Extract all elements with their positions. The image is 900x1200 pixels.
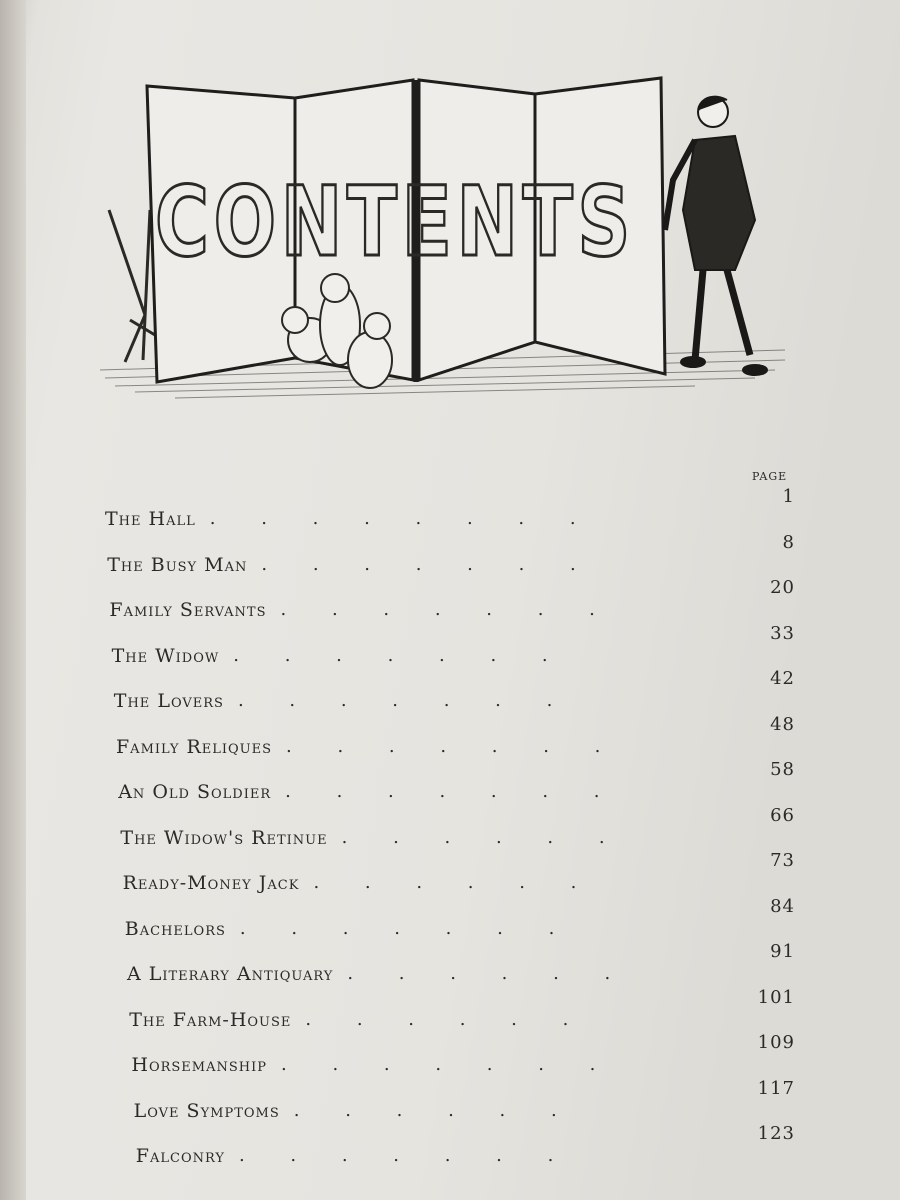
toc-entry [113,668,795,720]
toc-entry-page: 101 [757,986,795,1008]
toc-entry [131,1032,795,1084]
toc-entry [107,531,795,584]
toc-entry-title: A Literary Antiquary [127,963,334,985]
toc-entry-title: Horsemanship [131,1054,268,1076]
toc-entry-leader: . . . . . . [305,1008,569,1030]
toc-entry-page: 91 [770,941,795,962]
toc-entry [118,759,795,811]
toc-entry-page: 42 [770,668,795,689]
toc-entry-leader: . . . . . . . [237,690,553,711]
toc-entry [109,577,795,629]
toc-entry-title: The Busy Man [107,553,248,576]
toc-entry-leader: . . . . . . [313,872,577,893]
toc-entry-page: 73 [770,850,795,871]
toc-entry-leader: . . . . . . . [238,1145,554,1166]
toc-entry-leader: . . . . . . [341,826,605,848]
toc-entry-page: 66 [770,804,795,826]
toc-entry-leader: . . . . . . . [261,553,576,575]
toc-entry [135,1123,795,1175]
toc-entry-leader: . . . . . . . [280,599,595,620]
toc-entry-title: An Old Soldier [118,781,272,803]
toc-entry [124,895,795,948]
contents-heading: CONTENTS [155,166,635,278]
toc-entry-leader: . . . . . . . [239,917,555,939]
toc-entry-page: 123 [757,1123,795,1144]
toc-entry [116,713,795,766]
toc-entry-title: Bachelors [124,917,226,940]
toc-entry-leader: . . . . . . . . [209,508,576,529]
toc-entry-title: The Widow's Retinue [120,826,328,849]
toc-entry-page: 58 [770,759,795,780]
toc-entry-page: 84 [770,895,795,917]
toc-entry-title: The Farm-House [129,1008,292,1031]
toc-entry-leader: . . . . . . [293,1099,557,1121]
toc-entry-page: 117 [757,1077,795,1099]
toc-entry-title: The Lovers [113,690,224,712]
toc-entry [129,986,795,1039]
toc-entry [111,622,795,675]
toc-entry-leader: . . . . . . . [286,735,601,757]
toc-entry-title: Ready-Money Jack [122,872,300,894]
toc-entry-page: 8 [782,531,795,553]
toc-entry-leader: . . . . . . [347,963,611,984]
toc-entry-leader: . . . . . . . [233,644,548,666]
toc-entry-title: Love Symptoms [133,1099,280,1122]
toc-entry [105,486,795,538]
toc-entry-title: Family Reliques [116,735,273,758]
toc-entry-page: 33 [770,622,795,644]
toc-entry-page: 109 [757,1032,795,1053]
toc-entry-leader: . . . . . . . [281,1054,596,1075]
page-column-label: PAGE [752,470,788,483]
toc-entry-page: 20 [770,577,795,598]
toc-entry [120,804,795,857]
toc-entry-leader: . . . . . . . [285,781,600,802]
toc-entry-page: 1 [782,486,795,507]
toc-entry-title: Falconry [135,1145,225,1167]
toc-entry [122,850,795,902]
toc-entry-title: The Hall [105,508,196,530]
toc-entry-title: The Widow [111,644,220,667]
toc-entry [133,1077,795,1130]
toc-entry [127,941,795,993]
toc-entry-title: Family Servants [109,599,267,621]
toc-entry-page: 48 [770,713,795,735]
